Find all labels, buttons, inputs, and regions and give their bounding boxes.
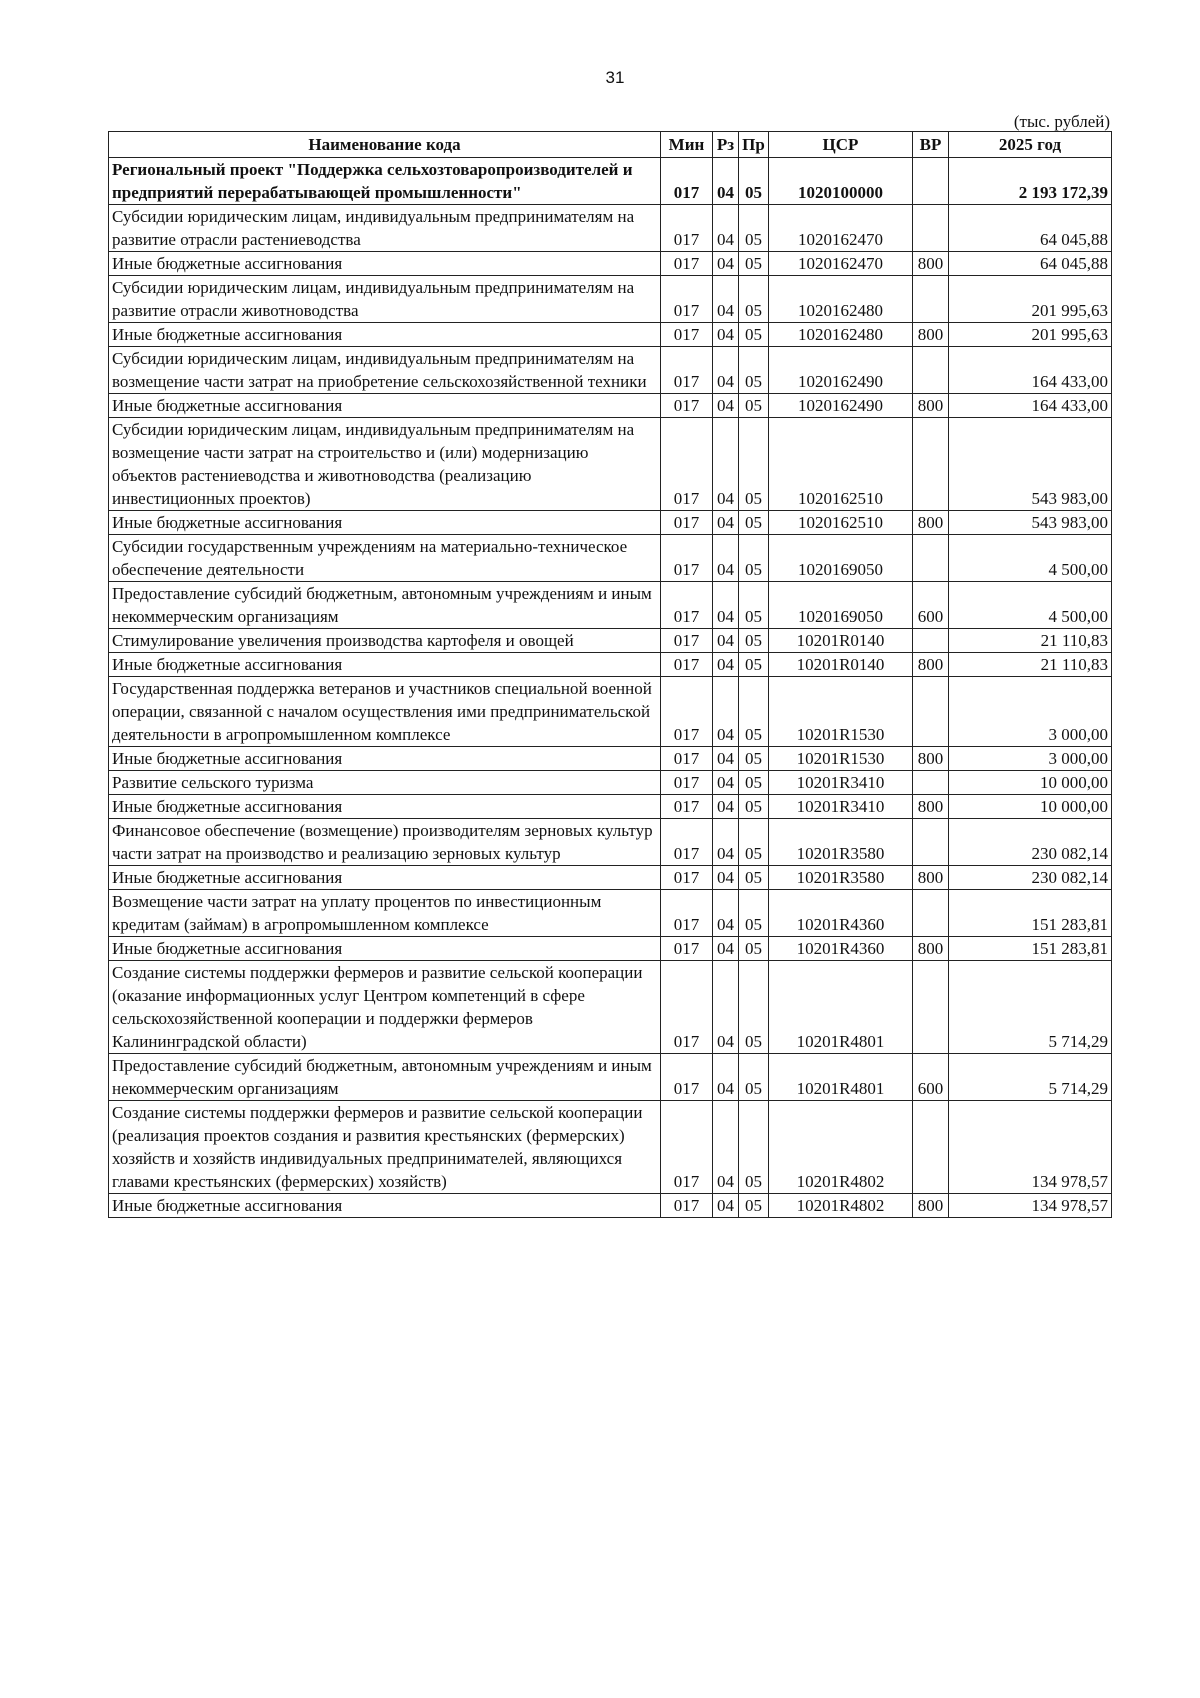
- cell-vr: [913, 771, 949, 795]
- cell-vr: [913, 418, 949, 511]
- cell-pr: 05: [739, 1194, 769, 1218]
- table-row: [109, 535, 1112, 582]
- cell-name: Субсидии юридическим лицам, индивидуальным предпринимателям на развитие отрасли растениеводства: [109, 205, 661, 252]
- cell-pr: 05: [739, 276, 769, 323]
- cell-min: 017: [661, 323, 713, 347]
- cell-rz: 04: [713, 1194, 739, 1218]
- cell-amount: 5 714,29: [949, 1054, 1112, 1101]
- cell-vr: [913, 158, 949, 205]
- cell-min: 017: [661, 961, 713, 1054]
- cell-rz: 04: [713, 1054, 739, 1101]
- cell-csr: 1020162470: [769, 205, 913, 252]
- cell-amount: 5 714,29: [949, 961, 1112, 1054]
- cell-min: 017: [661, 819, 713, 866]
- cell-min: 017: [661, 582, 713, 629]
- table-row: [109, 1194, 1112, 1218]
- cell-vr: 800: [913, 653, 949, 677]
- cell-rz: 04: [713, 252, 739, 276]
- cell-min: 017: [661, 890, 713, 937]
- cell-pr: 05: [739, 819, 769, 866]
- cell-csr: 1020162480: [769, 323, 913, 347]
- header-year: 2025 год: [949, 132, 1112, 158]
- cell-min: 017: [661, 1101, 713, 1194]
- cell-csr: 10201R3410: [769, 795, 913, 819]
- table-row: [109, 158, 1112, 205]
- cell-vr: [913, 629, 949, 653]
- cell-pr: 05: [739, 771, 769, 795]
- cell-vr: 600: [913, 1054, 949, 1101]
- cell-csr: 1020162510: [769, 511, 913, 535]
- table-row: [109, 252, 1112, 276]
- cell-csr: 10201R4802: [769, 1101, 913, 1194]
- table-row: [109, 677, 1112, 747]
- cell-rz: 04: [713, 677, 739, 747]
- table-row: [109, 961, 1112, 1054]
- cell-name: Иные бюджетные ассигнования: [109, 323, 661, 347]
- table-row: [109, 771, 1112, 795]
- cell-min: 017: [661, 866, 713, 890]
- cell-rz: 04: [713, 535, 739, 582]
- cell-pr: 05: [739, 961, 769, 1054]
- cell-rz: 04: [713, 582, 739, 629]
- cell-csr: 1020162510: [769, 418, 913, 511]
- cell-amount: 21 110,83: [949, 629, 1112, 653]
- table-row: [109, 653, 1112, 677]
- table-row: [109, 394, 1112, 418]
- cell-csr: 10201R3580: [769, 866, 913, 890]
- cell-amount: 230 082,14: [949, 866, 1112, 890]
- cell-rz: 04: [713, 747, 739, 771]
- cell-rz: 04: [713, 323, 739, 347]
- budget-table: [108, 131, 1112, 1218]
- header-pr: Пр: [739, 132, 769, 158]
- table-row: [109, 937, 1112, 961]
- cell-amount: 151 283,81: [949, 890, 1112, 937]
- cell-min: 017: [661, 771, 713, 795]
- cell-amount: 21 110,83: [949, 653, 1112, 677]
- cell-pr: 05: [739, 394, 769, 418]
- page-number: 31: [605, 68, 625, 87]
- cell-csr: 1020162480: [769, 276, 913, 323]
- cell-vr: [913, 961, 949, 1054]
- header-vr: ВР: [913, 132, 949, 158]
- cell-amount: 4 500,00: [949, 535, 1112, 582]
- cell-rz: 04: [713, 158, 739, 205]
- cell-pr: 05: [739, 629, 769, 653]
- cell-vr: [913, 535, 949, 582]
- cell-min: 017: [661, 795, 713, 819]
- cell-amount: 4 500,00: [949, 582, 1112, 629]
- cell-vr: [913, 677, 949, 747]
- cell-rz: 04: [713, 890, 739, 937]
- cell-name: Иные бюджетные ассигнования: [109, 937, 661, 961]
- table-row: [109, 866, 1112, 890]
- cell-name: Субсидии юридическим лицам, индивидуальным предпринимателям на развитие отрасли животноводства: [109, 276, 661, 323]
- header-name: Наименование кода: [109, 132, 661, 158]
- table-row: [109, 795, 1112, 819]
- cell-name: Иные бюджетные ассигнования: [109, 511, 661, 535]
- cell-amount: 3 000,00: [949, 677, 1112, 747]
- cell-rz: 04: [713, 511, 739, 535]
- cell-pr: 05: [739, 535, 769, 582]
- table-row: [109, 347, 1112, 394]
- cell-amount: 2 193 172,39: [949, 158, 1112, 205]
- cell-name: Иные бюджетные ассигнования: [109, 1194, 661, 1218]
- cell-name: Развитие сельского туризма: [109, 771, 661, 795]
- cell-vr: 800: [913, 866, 949, 890]
- cell-amount: 164 433,00: [949, 347, 1112, 394]
- cell-min: 017: [661, 276, 713, 323]
- cell-name: Создание системы поддержки фермеров и развитие сельской кооперации (реализация проектов создания и развития крестьянских (фермерских) хозяйств и хозяйств индивидуальных предпринимателей, являющихся главами крестьянских (фермерских) хозяйств): [109, 1101, 661, 1194]
- cell-vr: [913, 819, 949, 866]
- cell-amount: 64 045,88: [949, 252, 1112, 276]
- cell-csr: 10201R0140: [769, 653, 913, 677]
- table-row: [109, 511, 1112, 535]
- cell-vr: 800: [913, 937, 949, 961]
- table-row: [109, 418, 1112, 511]
- cell-vr: [913, 347, 949, 394]
- header-rz: Рз: [713, 132, 739, 158]
- cell-amount: 543 983,00: [949, 511, 1112, 535]
- cell-csr: 10201R4360: [769, 890, 913, 937]
- cell-pr: 05: [739, 677, 769, 747]
- cell-min: 017: [661, 747, 713, 771]
- cell-amount: 10 000,00: [949, 771, 1112, 795]
- cell-name: Финансовое обеспечение (возмещение) производителям зерновых культур части затрат на производство и реализацию зерновых культур: [109, 819, 661, 866]
- cell-min: 017: [661, 677, 713, 747]
- cell-rz: 04: [713, 276, 739, 323]
- cell-min: 017: [661, 535, 713, 582]
- cell-rz: 04: [713, 653, 739, 677]
- cell-pr: 05: [739, 582, 769, 629]
- cell-rz: 04: [713, 347, 739, 394]
- cell-rz: 04: [713, 394, 739, 418]
- cell-min: 017: [661, 418, 713, 511]
- cell-rz: 04: [713, 771, 739, 795]
- cell-name: Иные бюджетные ассигнования: [109, 252, 661, 276]
- cell-pr: 05: [739, 1101, 769, 1194]
- cell-min: 017: [661, 394, 713, 418]
- header-csr: ЦСР: [769, 132, 913, 158]
- cell-name: Создание системы поддержки фермеров и развитие сельской кооперации (оказание информационных услуг Центром компетенций в сфере сельскохозяйственной кооперации и поддержки фермеров Калининградской области): [109, 961, 661, 1054]
- cell-pr: 05: [739, 866, 769, 890]
- cell-name: Иные бюджетные ассигнования: [109, 394, 661, 418]
- cell-csr: 1020162490: [769, 347, 913, 394]
- table-row: [109, 629, 1112, 653]
- cell-rz: 04: [713, 629, 739, 653]
- cell-pr: 05: [739, 418, 769, 511]
- cell-pr: 05: [739, 347, 769, 394]
- cell-name: Стимулирование увеличения производства картофеля и овощей: [109, 629, 661, 653]
- cell-amount: 64 045,88: [949, 205, 1112, 252]
- cell-rz: 04: [713, 795, 739, 819]
- cell-min: 017: [661, 347, 713, 394]
- cell-csr: 10201R1530: [769, 747, 913, 771]
- header-min: Мин: [661, 132, 713, 158]
- cell-pr: 05: [739, 890, 769, 937]
- table-row: [109, 323, 1112, 347]
- cell-vr: [913, 1101, 949, 1194]
- cell-vr: 800: [913, 394, 949, 418]
- cell-csr: 1020162470: [769, 252, 913, 276]
- cell-vr: 800: [913, 1194, 949, 1218]
- table-row: [109, 582, 1112, 629]
- cell-name: Субсидии юридическим лицам, индивидуальным предпринимателям на возмещение части затрат на строительство и (или) модернизацию объектов растениеводства и животноводства (реализацию инвестиционных проектов): [109, 418, 661, 511]
- cell-pr: 05: [739, 252, 769, 276]
- cell-pr: 05: [739, 511, 769, 535]
- cell-rz: 04: [713, 205, 739, 252]
- table-body: [109, 158, 1112, 1218]
- cell-csr: 10201R4801: [769, 1054, 913, 1101]
- cell-pr: 05: [739, 158, 769, 205]
- cell-csr: 1020169050: [769, 535, 913, 582]
- cell-rz: 04: [713, 961, 739, 1054]
- cell-min: 017: [661, 1194, 713, 1218]
- cell-csr: 10201R4360: [769, 937, 913, 961]
- cell-csr: 10201R4801: [769, 961, 913, 1054]
- cell-rz: 04: [713, 1101, 739, 1194]
- cell-csr: 1020169050: [769, 582, 913, 629]
- cell-pr: 05: [739, 653, 769, 677]
- table-row: [109, 276, 1112, 323]
- cell-csr: 1020100000: [769, 158, 913, 205]
- cell-csr: 10201R3410: [769, 771, 913, 795]
- table-row: [109, 1054, 1112, 1101]
- cell-amount: 10 000,00: [949, 795, 1112, 819]
- cell-name: Субсидии юридическим лицам, индивидуальным предпринимателям на возмещение части затрат на приобретение сельскохозяйственной техники: [109, 347, 661, 394]
- cell-vr: 800: [913, 323, 949, 347]
- cell-name: Иные бюджетные ассигнования: [109, 866, 661, 890]
- cell-vr: 800: [913, 747, 949, 771]
- table-row: [109, 819, 1112, 866]
- cell-min: 017: [661, 937, 713, 961]
- cell-pr: 05: [739, 323, 769, 347]
- cell-vr: [913, 205, 949, 252]
- units-label: (тыс. рублей): [1013, 112, 1110, 131]
- cell-amount: 543 983,00: [949, 418, 1112, 511]
- cell-amount: 134 978,57: [949, 1194, 1112, 1218]
- cell-amount: 201 995,63: [949, 323, 1112, 347]
- cell-vr: 800: [913, 252, 949, 276]
- cell-csr: 10201R1530: [769, 677, 913, 747]
- cell-amount: 164 433,00: [949, 394, 1112, 418]
- cell-name: Субсидии государственным учреждениям на материально-техническое обеспечение деятельности: [109, 535, 661, 582]
- cell-pr: 05: [739, 205, 769, 252]
- cell-vr: 800: [913, 511, 949, 535]
- cell-vr: 600: [913, 582, 949, 629]
- cell-pr: 05: [739, 1054, 769, 1101]
- cell-amount: 3 000,00: [949, 747, 1112, 771]
- cell-min: 017: [661, 158, 713, 205]
- cell-csr: 10201R0140: [769, 629, 913, 653]
- cell-name: Иные бюджетные ассигнования: [109, 653, 661, 677]
- cell-min: 017: [661, 252, 713, 276]
- table-row: [109, 890, 1112, 937]
- cell-name: Региональный проект "Поддержка сельхозтоваропроизводителей и предприятий перерабатывающей промышленности": [109, 158, 661, 205]
- cell-min: 017: [661, 511, 713, 535]
- cell-csr: 10201R4802: [769, 1194, 913, 1218]
- cell-csr: 10201R3580: [769, 819, 913, 866]
- cell-vr: [913, 276, 949, 323]
- cell-min: 017: [661, 629, 713, 653]
- cell-min: 017: [661, 205, 713, 252]
- table-row: [109, 747, 1112, 771]
- cell-min: 017: [661, 653, 713, 677]
- cell-rz: 04: [713, 418, 739, 511]
- cell-name: Иные бюджетные ассигнования: [109, 747, 661, 771]
- cell-name: Возмещение части затрат на уплату процентов по инвестиционным кредитам (займам) в агропромышленном комплексе: [109, 890, 661, 937]
- cell-pr: 05: [739, 795, 769, 819]
- cell-amount: 134 978,57: [949, 1101, 1112, 1194]
- header-row: [109, 132, 1112, 158]
- cell-min: 017: [661, 1054, 713, 1101]
- cell-name: Иные бюджетные ассигнования: [109, 795, 661, 819]
- cell-name: Государственная поддержка ветеранов и участников специальной военной операции, связанной с началом осуществления ими предпринимательской деятельности в агропромышленном комплексе: [109, 677, 661, 747]
- cell-amount: 201 995,63: [949, 276, 1112, 323]
- cell-amount: 230 082,14: [949, 819, 1112, 866]
- cell-rz: 04: [713, 866, 739, 890]
- cell-rz: 04: [713, 819, 739, 866]
- cell-name: Предоставление субсидий бюджетным, автономным учреждениям и иным некоммерческим организациям: [109, 582, 661, 629]
- table-row: [109, 205, 1112, 252]
- cell-name: Предоставление субсидий бюджетным, автономным учреждениям и иным некоммерческим организациям: [109, 1054, 661, 1101]
- cell-rz: 04: [713, 937, 739, 961]
- cell-csr: 1020162490: [769, 394, 913, 418]
- cell-vr: 800: [913, 795, 949, 819]
- cell-pr: 05: [739, 937, 769, 961]
- cell-amount: 151 283,81: [949, 937, 1112, 961]
- cell-vr: [913, 890, 949, 937]
- table-row: [109, 1101, 1112, 1194]
- cell-pr: 05: [739, 747, 769, 771]
